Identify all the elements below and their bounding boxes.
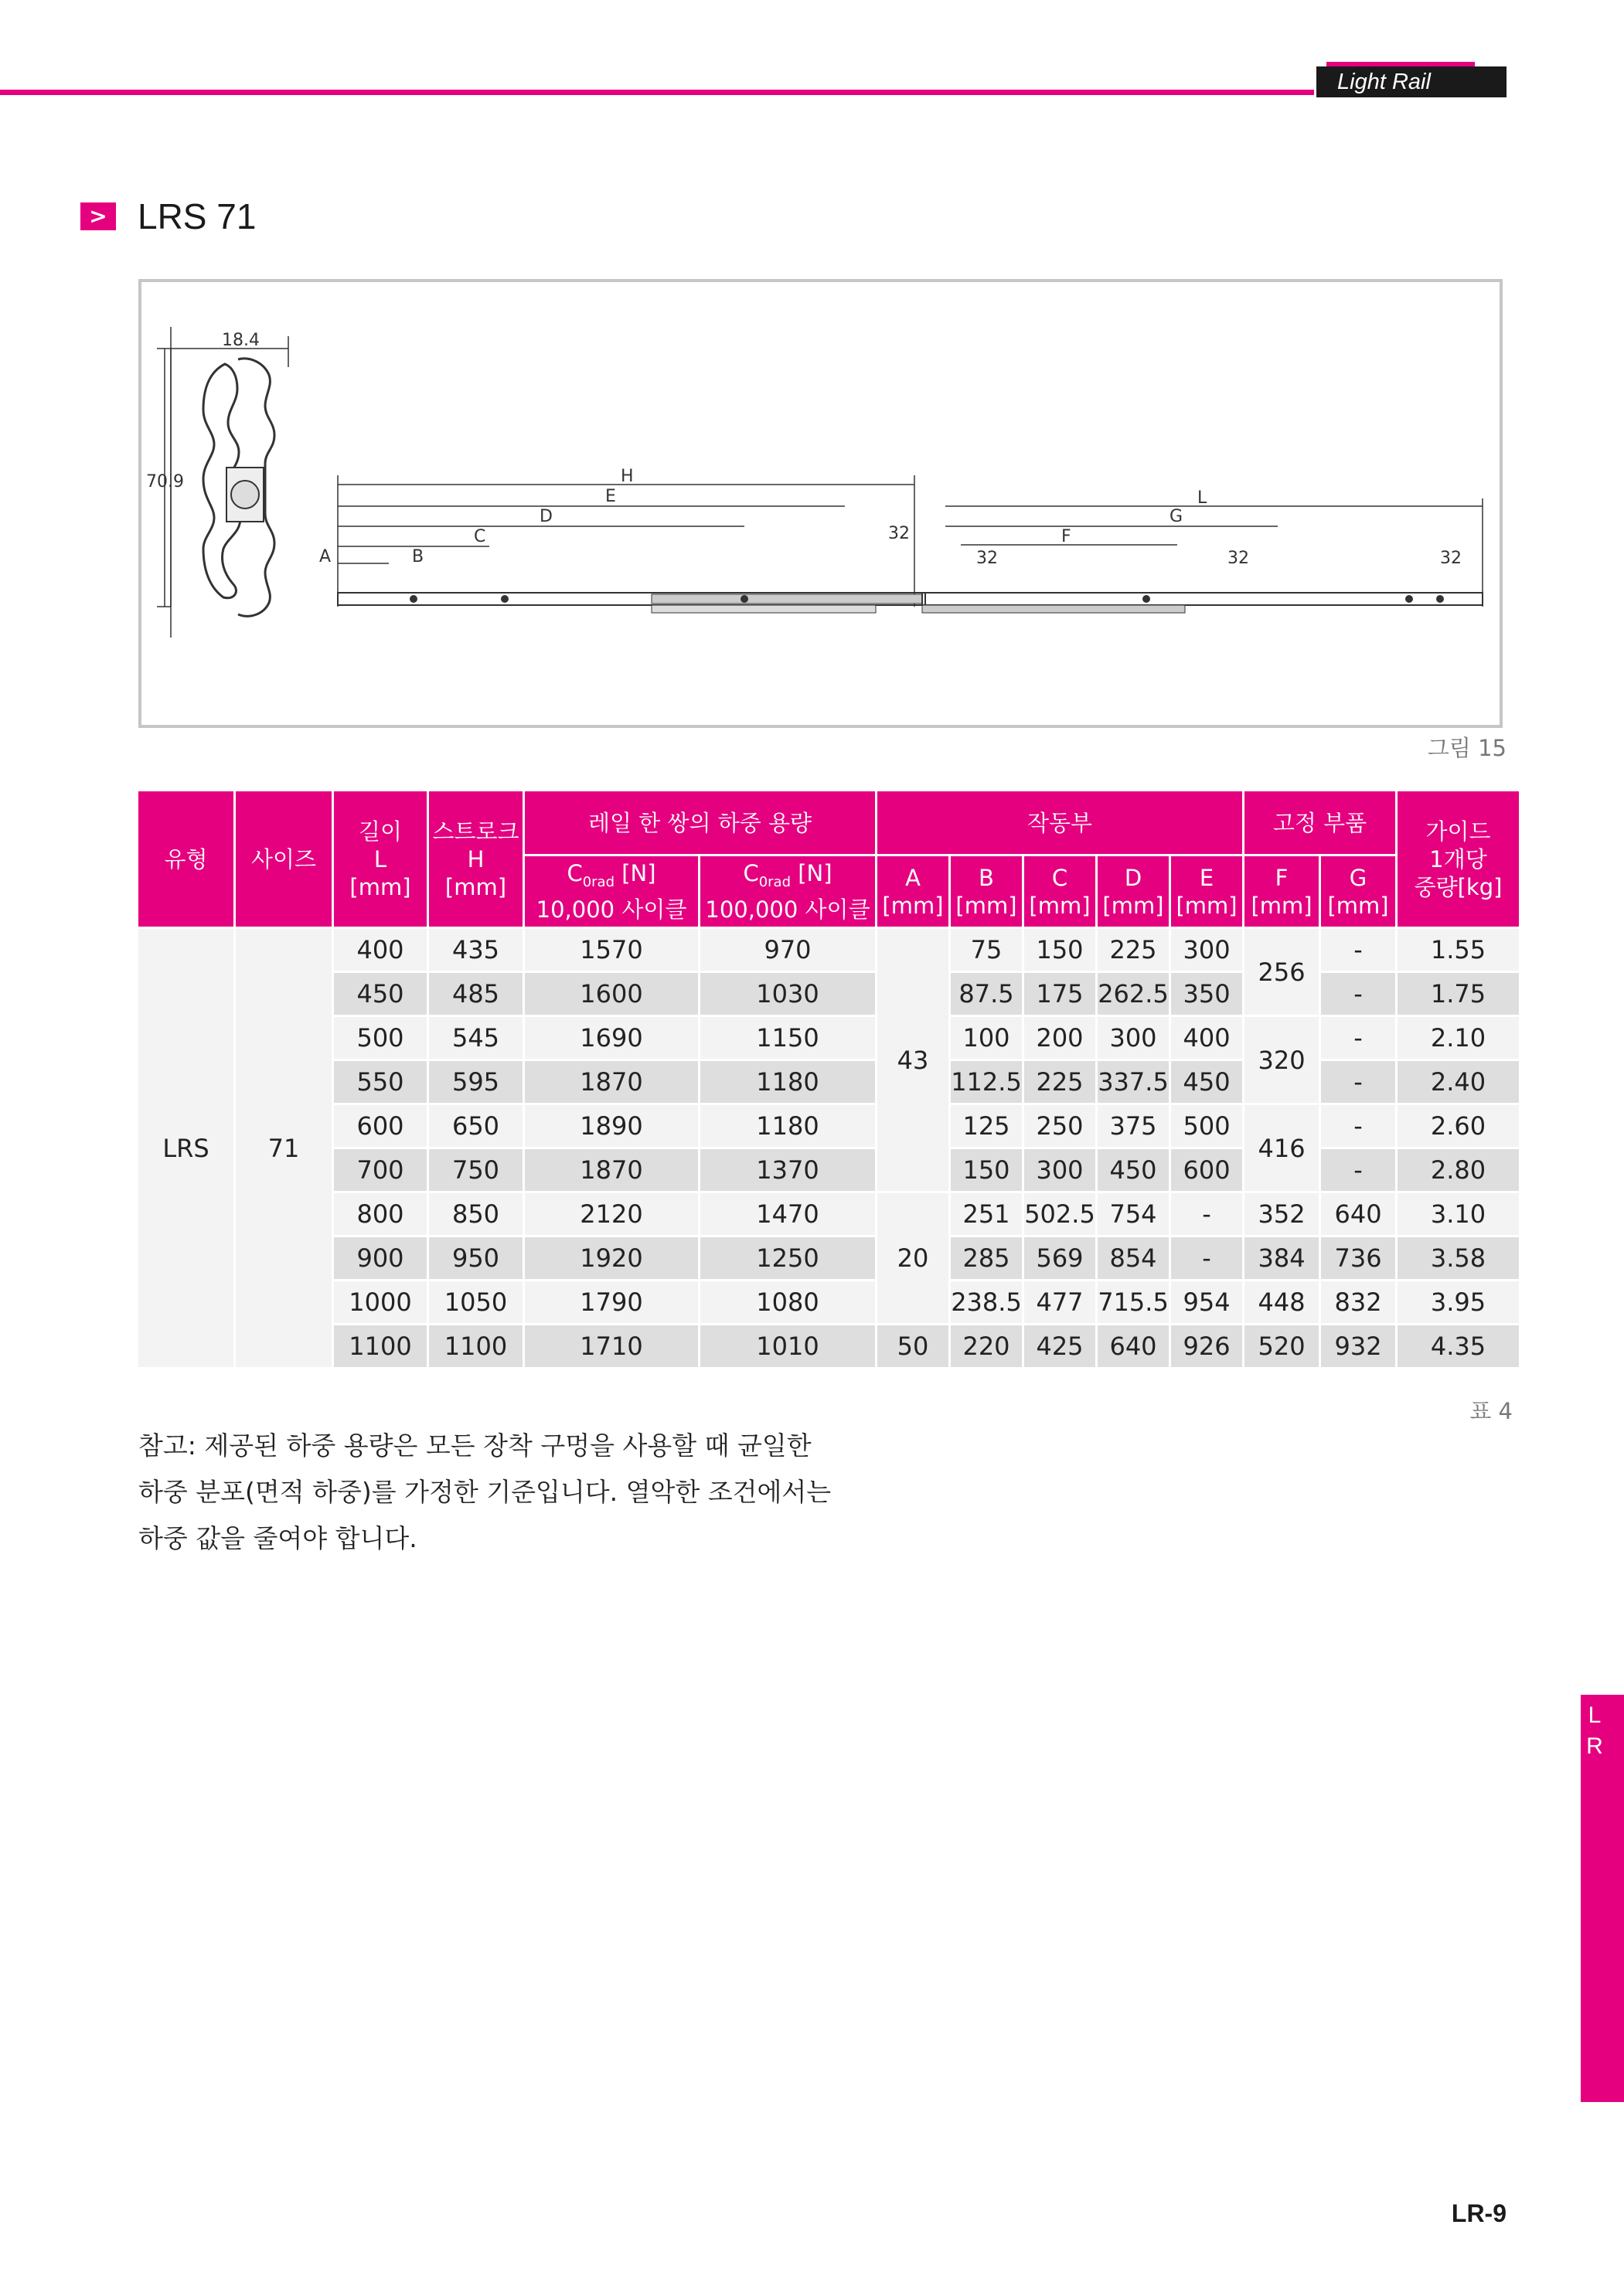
cell-d: 225: [1097, 928, 1170, 972]
cell-e: 954: [1170, 1281, 1244, 1325]
header-stroke: 스트로크 H [mm]: [428, 791, 524, 928]
dim-d-label: D: [540, 507, 553, 526]
cell-f: 448: [1244, 1281, 1320, 1325]
cell-e: 450: [1170, 1060, 1244, 1104]
side-tab-line2: R: [1586, 1733, 1603, 1759]
cell-f: 416: [1244, 1104, 1320, 1192]
cell-b: 220: [950, 1325, 1023, 1369]
dim-pitch-label-3: 32: [1227, 549, 1249, 568]
dim-a-label: A: [319, 547, 332, 566]
cell-d: 640: [1097, 1325, 1170, 1369]
cell-stroke: 850: [428, 1192, 524, 1236]
cell-e: 400: [1170, 1016, 1244, 1060]
cell-c: 225: [1023, 1060, 1097, 1104]
dim-g-label: G: [1169, 507, 1183, 526]
header-weight: 가이드 1개당 중량[kg]: [1397, 791, 1520, 928]
header-e: E [mm]: [1170, 855, 1244, 928]
dim-c-label: C: [474, 527, 486, 546]
cell-b: 75: [950, 928, 1023, 972]
cell-b: 150: [950, 1148, 1023, 1192]
cell-weight: 2.40: [1397, 1060, 1520, 1104]
spec-table: [136, 789, 1521, 1369]
cell-weight: 3.10: [1397, 1192, 1520, 1236]
cell-c: 150: [1023, 928, 1097, 972]
cell-g: 832: [1320, 1281, 1397, 1325]
cell-b: 112.5: [950, 1060, 1023, 1104]
header-a: A [mm]: [877, 855, 950, 928]
rail-cross-section: [171, 327, 274, 638]
cell-load1: 1920: [524, 1236, 700, 1281]
dim-width-label: 18.4: [222, 331, 260, 350]
cell-load1: 1570: [524, 928, 700, 972]
cell-f: 256: [1244, 928, 1320, 1016]
cell-d: 337.5: [1097, 1060, 1170, 1104]
header-load-capacity: 레일 한 쌍의 하중 용량: [524, 791, 877, 855]
cell-weight: 1.55: [1397, 928, 1520, 972]
cell-f: 520: [1244, 1325, 1320, 1369]
dim-h-label: H: [621, 467, 634, 486]
cell-load1: 1890: [524, 1104, 700, 1148]
dim-b-label: B: [412, 547, 424, 566]
cell-load1: 1710: [524, 1325, 700, 1369]
header-c: C [mm]: [1023, 855, 1097, 928]
header-load-10000: $C_{0rad}$ [N] 10,000 사이클: [524, 855, 700, 928]
cell-d: 375: [1097, 1104, 1170, 1148]
header-tag-label: Light Rail: [1337, 70, 1431, 94]
table-caption: 표 4: [1469, 1398, 1513, 1424]
header-rule: [0, 90, 1314, 95]
dim-l-label: L: [1197, 488, 1207, 508]
cell-load1: 2120: [524, 1192, 700, 1236]
header-type: 유형: [138, 791, 235, 928]
note-text: 참고: 제공된 하중 용량은 모든 장착 구멍을 사용할 때 균일한 하중 분포(면적 하중)를 가정한 기준입니다. 열악한 조건에서는 하중 값을 줄여야 합니다.: [138, 1430, 832, 1553]
cell-g: -: [1320, 1104, 1397, 1148]
cell-size: 71: [235, 928, 333, 1369]
cell-f: 320: [1244, 1016, 1320, 1104]
cell-e: 926: [1170, 1325, 1244, 1369]
cell-length: 700: [333, 1148, 428, 1192]
cell-stroke: 595: [428, 1060, 524, 1104]
side-tab-label: [1583, 1700, 1606, 1762]
dim-e-label: E: [605, 487, 616, 506]
cell-weight: 3.95: [1397, 1281, 1520, 1325]
header-g: G [mm]: [1320, 855, 1397, 928]
cell-stroke: 485: [428, 972, 524, 1016]
header-b: B [mm]: [950, 855, 1023, 928]
rail-side-view: [338, 593, 1483, 613]
cell-d: 300: [1097, 1016, 1170, 1060]
cell-g: -: [1320, 1060, 1397, 1104]
cell-length: 500: [333, 1016, 428, 1060]
cell-length: 800: [333, 1192, 428, 1236]
cell-f: 352: [1244, 1192, 1320, 1236]
cell-c: 502.5: [1023, 1192, 1097, 1236]
cell-load2: 1030: [700, 972, 877, 1016]
dim-height-label: 70.9: [146, 472, 184, 492]
table-row: [138, 1104, 1520, 1148]
cell-weight: 2.10: [1397, 1016, 1520, 1060]
dim-pitch-label-2: 32: [976, 549, 998, 568]
cell-c: 300: [1023, 1148, 1097, 1192]
cell-stroke: 1100: [428, 1325, 524, 1369]
cell-b: 125: [950, 1104, 1023, 1148]
technical-drawing: [138, 279, 1503, 728]
cell-g: -: [1320, 928, 1397, 972]
cell-load2: 1470: [700, 1192, 877, 1236]
header-d: D [mm]: [1097, 855, 1170, 928]
cell-c: 569: [1023, 1236, 1097, 1281]
cell-b: 251: [950, 1192, 1023, 1236]
cell-g: -: [1320, 1016, 1397, 1060]
cell-e: 350: [1170, 972, 1244, 1016]
cell-load1: 1600: [524, 972, 700, 1016]
cell-b: 238.5: [950, 1281, 1023, 1325]
cell-c: 477: [1023, 1281, 1097, 1325]
cell-g: 932: [1320, 1325, 1397, 1369]
cell-b: 285: [950, 1236, 1023, 1281]
cell-g: -: [1320, 1148, 1397, 1192]
cell-d: 854: [1097, 1236, 1170, 1281]
table-row: [138, 928, 1520, 972]
cell-b: 100: [950, 1016, 1023, 1060]
cell-d: 450: [1097, 1148, 1170, 1192]
cell-stroke: 950: [428, 1236, 524, 1281]
cell-load2: 1370: [700, 1148, 877, 1192]
cell-stroke: 435: [428, 928, 524, 972]
cell-load1: 1690: [524, 1016, 700, 1060]
header-length: 길이 L [mm]: [333, 791, 428, 928]
cell-load1: 1870: [524, 1148, 700, 1192]
cell-c: 200: [1023, 1016, 1097, 1060]
cell-length: 1000: [333, 1281, 428, 1325]
dim-pitch-label-1: 32: [888, 524, 910, 543]
section-marker-icon: >: [80, 202, 116, 230]
cell-length: 900: [333, 1236, 428, 1281]
cell-stroke: 650: [428, 1104, 524, 1148]
cell-e: 500: [1170, 1104, 1244, 1148]
cell-length: 400: [333, 928, 428, 972]
cell-stroke: 1050: [428, 1281, 524, 1325]
cell-g: -: [1320, 972, 1397, 1016]
cell-weight: 1.75: [1397, 972, 1520, 1016]
dim-pitch-label-4: 32: [1440, 549, 1462, 568]
cell-b: 87.5: [950, 972, 1023, 1016]
page-number: LR-9: [1451, 2199, 1507, 2227]
cell-e: -: [1170, 1236, 1244, 1281]
cell-length: 1100: [333, 1325, 428, 1369]
cell-d: 715.5: [1097, 1281, 1170, 1325]
cell-e: -: [1170, 1192, 1244, 1236]
cell-load2: 970: [700, 928, 877, 972]
cell-length: 600: [333, 1104, 428, 1148]
cell-a: 50: [877, 1325, 950, 1369]
cell-stroke: 750: [428, 1148, 524, 1192]
cell-length: 450: [333, 972, 428, 1016]
table-row: [138, 1325, 1520, 1369]
cell-load2: 1080: [700, 1281, 877, 1325]
cell-load2: 1180: [700, 1060, 877, 1104]
header-f: F [mm]: [1244, 855, 1320, 928]
section-title: LRS 71: [138, 196, 257, 236]
dimension-lines: [157, 336, 1483, 607]
cell-load2: 1150: [700, 1016, 877, 1060]
table-row: [138, 1236, 1520, 1281]
cell-e: 600: [1170, 1148, 1244, 1192]
cell-c: 175: [1023, 972, 1097, 1016]
cell-load2: 1010: [700, 1325, 877, 1369]
cell-stroke: 545: [428, 1016, 524, 1060]
side-tab-line1: L: [1588, 1702, 1602, 1728]
cell-c: 425: [1023, 1325, 1097, 1369]
table-row: [138, 1281, 1520, 1325]
cell-d: 262.5: [1097, 972, 1170, 1016]
cell-c: 250: [1023, 1104, 1097, 1148]
table-row: [138, 1192, 1520, 1236]
cell-weight: 4.35: [1397, 1325, 1520, 1369]
cell-load2: 1250: [700, 1236, 877, 1281]
cell-g: 640: [1320, 1192, 1397, 1236]
header-operating: 작동부: [877, 791, 1244, 855]
cell-load1: 1870: [524, 1060, 700, 1104]
cell-g: 736: [1320, 1236, 1397, 1281]
cell-load1: 1790: [524, 1281, 700, 1325]
cell-weight: 2.60: [1397, 1104, 1520, 1148]
cell-length: 550: [333, 1060, 428, 1104]
cell-e: 300: [1170, 928, 1244, 972]
cell-f: 384: [1244, 1236, 1320, 1281]
cell-a: 43: [877, 928, 950, 1192]
cell-type: LRS: [138, 928, 235, 1369]
cell-load2: 1180: [700, 1104, 877, 1148]
header-fixing: 고정 부품: [1244, 791, 1397, 855]
cell-a: 20: [877, 1192, 950, 1325]
cell-weight: 3.58: [1397, 1236, 1520, 1281]
cell-weight: 2.80: [1397, 1148, 1520, 1192]
cell-d: 754: [1097, 1192, 1170, 1236]
header-load-100000: $C_{0rad}$ [N] 100,000 사이클: [700, 855, 877, 928]
header-size: 사이즈: [235, 791, 333, 928]
figure-caption: 그림 15: [1427, 735, 1507, 761]
dim-f-label: F: [1061, 527, 1071, 546]
table-row: [138, 1016, 1520, 1060]
